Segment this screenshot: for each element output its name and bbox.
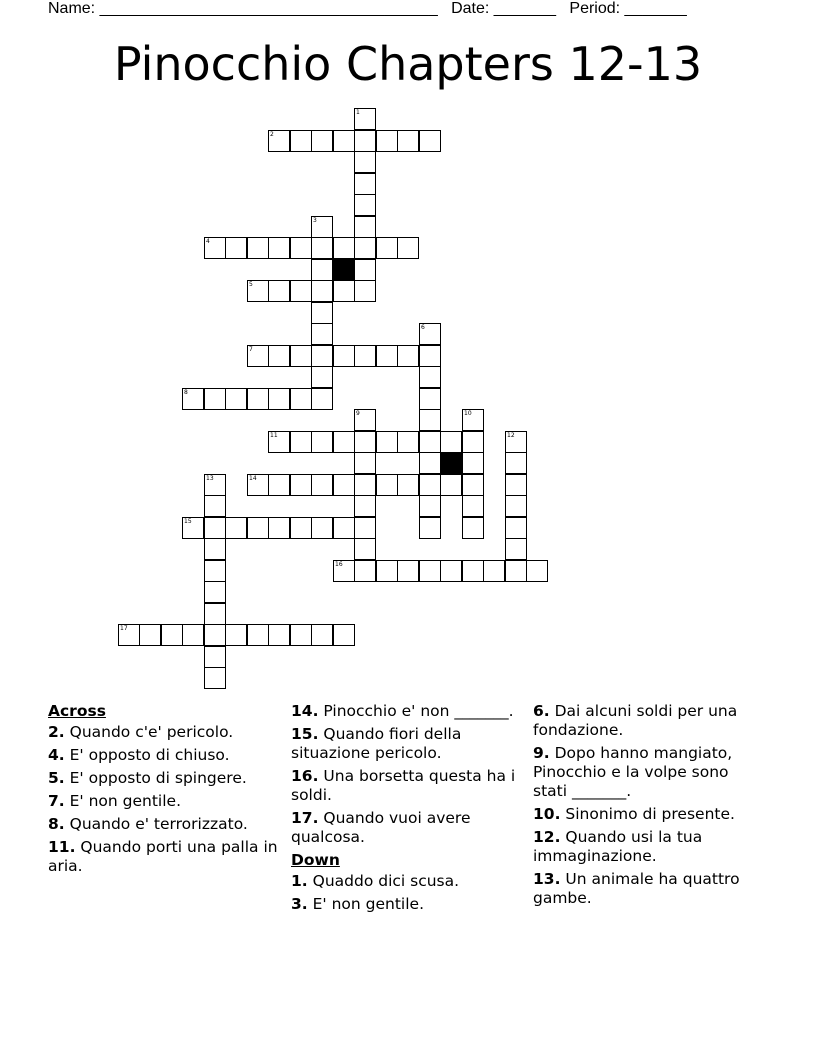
clue-number: 16 bbox=[335, 561, 343, 568]
answer-square[interactable] bbox=[354, 151, 376, 173]
answer-square[interactable] bbox=[268, 130, 290, 152]
clue-item bbox=[291, 895, 521, 914]
answer-square[interactable] bbox=[311, 624, 333, 646]
answer-square[interactable] bbox=[354, 517, 376, 539]
answer-square[interactable] bbox=[311, 237, 333, 259]
answer-square[interactable] bbox=[440, 431, 462, 453]
answer-square[interactable] bbox=[505, 474, 527, 496]
clue-text: E' non gentile. bbox=[64, 792, 182, 810]
answer-square[interactable] bbox=[161, 624, 183, 646]
clue-number-label: 8. bbox=[48, 815, 65, 833]
clue-number: 1 bbox=[356, 109, 360, 116]
clue-number-label: 5. bbox=[48, 769, 65, 787]
clue-text: Quando porti una palla in aria. bbox=[48, 838, 278, 875]
across-heading: Across bbox=[48, 702, 106, 720]
answer-square[interactable] bbox=[462, 431, 484, 453]
clue-text: Sinonimo di presente. bbox=[560, 805, 735, 823]
answer-square[interactable] bbox=[204, 667, 226, 689]
black-square bbox=[440, 452, 462, 474]
down-heading: Down bbox=[291, 851, 340, 869]
answer-square[interactable] bbox=[333, 560, 355, 582]
answer-square[interactable] bbox=[311, 474, 333, 496]
clue-number: 17 bbox=[120, 625, 128, 632]
answer-square[interactable] bbox=[397, 345, 419, 367]
answer-square[interactable] bbox=[397, 130, 419, 152]
answer-square[interactable] bbox=[311, 130, 333, 152]
answer-square[interactable] bbox=[182, 517, 204, 539]
answer-square[interactable] bbox=[139, 624, 161, 646]
clue-item bbox=[291, 872, 521, 891]
answer-square[interactable] bbox=[440, 560, 462, 582]
answer-square[interactable] bbox=[354, 173, 376, 195]
clue-number-label: 13. bbox=[533, 870, 561, 888]
clue-number: 9 bbox=[356, 410, 360, 417]
clue-item bbox=[48, 769, 278, 788]
answer-square[interactable] bbox=[333, 474, 355, 496]
answer-square[interactable] bbox=[311, 216, 333, 238]
clue-number: 3 bbox=[313, 217, 317, 224]
answer-square[interactable] bbox=[204, 237, 226, 259]
clue-item bbox=[48, 815, 278, 834]
answer-square[interactable] bbox=[354, 259, 376, 281]
black-square bbox=[333, 259, 355, 281]
answer-square[interactable] bbox=[311, 431, 333, 453]
clue-item bbox=[291, 702, 521, 721]
answer-square[interactable] bbox=[311, 302, 333, 324]
answer-square[interactable] bbox=[462, 409, 484, 431]
answer-square[interactable] bbox=[354, 108, 376, 130]
clue-text: Quaddo dici scusa. bbox=[307, 872, 460, 890]
answer-square[interactable] bbox=[505, 538, 527, 560]
answer-square[interactable] bbox=[290, 431, 312, 453]
clue-number: 5 bbox=[249, 281, 253, 288]
answer-square[interactable] bbox=[376, 560, 398, 582]
clue-text: E' non gentile. bbox=[307, 895, 425, 913]
answer-square[interactable] bbox=[182, 624, 204, 646]
answer-square[interactable] bbox=[505, 560, 527, 582]
answer-square[interactable] bbox=[354, 560, 376, 582]
answer-square[interactable] bbox=[333, 345, 355, 367]
answer-square[interactable] bbox=[397, 474, 419, 496]
answer-square[interactable] bbox=[225, 517, 247, 539]
clue-column-3 bbox=[533, 702, 763, 912]
answer-square[interactable] bbox=[505, 431, 527, 453]
clue-number: 4 bbox=[206, 238, 210, 245]
answer-square[interactable] bbox=[247, 624, 269, 646]
clue-number: 14 bbox=[249, 475, 257, 482]
clue-text: Quando c'e' pericolo. bbox=[64, 723, 234, 741]
answer-square[interactable] bbox=[462, 495, 484, 517]
answer-square[interactable] bbox=[397, 560, 419, 582]
answer-square[interactable] bbox=[354, 194, 376, 216]
answer-square[interactable] bbox=[354, 538, 376, 560]
answer-square[interactable] bbox=[290, 624, 312, 646]
answer-square[interactable] bbox=[354, 237, 376, 259]
answer-square[interactable] bbox=[247, 388, 269, 410]
answer-square[interactable] bbox=[333, 280, 355, 302]
clue-item bbox=[533, 744, 763, 801]
answer-square[interactable] bbox=[204, 538, 226, 560]
clue-number: 6 bbox=[421, 324, 425, 331]
clue-text: E' opposto di spingere. bbox=[64, 769, 247, 787]
clue-number-label: 2. bbox=[48, 723, 65, 741]
answer-square[interactable] bbox=[268, 388, 290, 410]
answer-square[interactable] bbox=[247, 280, 269, 302]
answer-square[interactable] bbox=[204, 581, 226, 603]
answer-square[interactable] bbox=[268, 474, 290, 496]
clue-item bbox=[291, 725, 521, 763]
answer-square[interactable] bbox=[204, 624, 226, 646]
answer-square[interactable] bbox=[311, 345, 333, 367]
answer-square[interactable] bbox=[419, 474, 441, 496]
answer-square[interactable] bbox=[204, 388, 226, 410]
clue-number: 8 bbox=[184, 389, 188, 396]
answer-square[interactable] bbox=[268, 280, 290, 302]
answer-square[interactable] bbox=[354, 495, 376, 517]
clue-number-label: 10. bbox=[533, 805, 561, 823]
answer-square[interactable] bbox=[419, 431, 441, 453]
clue-number-label: 16. bbox=[291, 767, 319, 785]
answer-square[interactable] bbox=[290, 280, 312, 302]
clue-text: Dai alcuni soldi per una fondazione. bbox=[533, 702, 738, 739]
answer-square[interactable] bbox=[311, 388, 333, 410]
clue-number-label: 11. bbox=[48, 838, 76, 856]
answer-square[interactable] bbox=[354, 452, 376, 474]
answer-square[interactable] bbox=[462, 474, 484, 496]
answer-square[interactable] bbox=[247, 345, 269, 367]
clue-text: Dopo hanno mangiato, Pinocchio e la volpe sono stati _______. bbox=[533, 744, 733, 800]
clue-number-label: 6. bbox=[533, 702, 550, 720]
clue-item bbox=[533, 828, 763, 866]
name-field[interactable]: Name: ______________________________________ bbox=[48, 0, 438, 17]
answer-square[interactable] bbox=[311, 259, 333, 281]
clue-item bbox=[48, 838, 278, 876]
answer-square[interactable] bbox=[333, 624, 355, 646]
answer-square[interactable] bbox=[268, 345, 290, 367]
clue-item bbox=[48, 792, 278, 811]
answer-square[interactable] bbox=[376, 474, 398, 496]
clue-number-label: 4. bbox=[48, 746, 65, 764]
answer-square[interactable] bbox=[462, 452, 484, 474]
answer-square[interactable] bbox=[419, 495, 441, 517]
answer-square[interactable] bbox=[290, 345, 312, 367]
answer-square[interactable] bbox=[419, 366, 441, 388]
answer-square[interactable] bbox=[311, 517, 333, 539]
answer-square[interactable] bbox=[505, 452, 527, 474]
clue-number-label: 17. bbox=[291, 809, 319, 827]
answer-square[interactable] bbox=[247, 237, 269, 259]
clue-number-label: 7. bbox=[48, 792, 65, 810]
page-title: Pinocchio Chapters 12-13 bbox=[113, 37, 703, 91]
answer-square[interactable] bbox=[268, 431, 290, 453]
clue-column-2 bbox=[291, 702, 521, 918]
answer-square[interactable] bbox=[397, 237, 419, 259]
clue-number-label: 15. bbox=[291, 725, 319, 743]
answer-square[interactable] bbox=[182, 388, 204, 410]
answer-square[interactable] bbox=[526, 560, 548, 582]
answer-square[interactable] bbox=[419, 323, 441, 345]
answer-square[interactable] bbox=[376, 237, 398, 259]
answer-square[interactable] bbox=[419, 517, 441, 539]
answer-square[interactable] bbox=[118, 624, 140, 646]
answer-square[interactable] bbox=[204, 495, 226, 517]
answer-square[interactable] bbox=[376, 431, 398, 453]
answer-square[interactable] bbox=[204, 646, 226, 668]
answer-square[interactable] bbox=[268, 517, 290, 539]
answer-square[interactable] bbox=[290, 237, 312, 259]
answer-square[interactable] bbox=[268, 237, 290, 259]
clue-item bbox=[533, 805, 763, 824]
clue-text: Quando usi la tua immaginazione. bbox=[533, 828, 703, 865]
clue-number: 2 bbox=[270, 131, 274, 138]
period-field[interactable]: Period: _______ bbox=[569, 0, 687, 17]
clue-number: 15 bbox=[184, 518, 192, 525]
clue-text: Quando e' terrorizzato. bbox=[64, 815, 248, 833]
answer-square[interactable] bbox=[354, 280, 376, 302]
clue-item bbox=[533, 702, 763, 740]
answer-square[interactable] bbox=[419, 560, 441, 582]
answer-square[interactable] bbox=[333, 237, 355, 259]
answer-square[interactable] bbox=[354, 216, 376, 238]
clue-column-1 bbox=[48, 702, 278, 880]
answer-square[interactable] bbox=[311, 280, 333, 302]
answer-square[interactable] bbox=[505, 495, 527, 517]
answer-square[interactable] bbox=[397, 431, 419, 453]
clue-text: Quando fiori della situazione pericolo. bbox=[291, 725, 462, 762]
clue-number-label: 14. bbox=[291, 702, 319, 720]
answer-square[interactable] bbox=[419, 409, 441, 431]
answer-square[interactable] bbox=[462, 517, 484, 539]
clue-number: 12 bbox=[507, 432, 515, 439]
answer-square[interactable] bbox=[290, 388, 312, 410]
answer-square[interactable] bbox=[505, 517, 527, 539]
clue-number: 11 bbox=[270, 432, 278, 439]
clue-item bbox=[48, 746, 278, 765]
answer-square[interactable] bbox=[311, 323, 333, 345]
answer-square[interactable] bbox=[204, 560, 226, 582]
answer-square[interactable] bbox=[225, 624, 247, 646]
clue-item bbox=[291, 809, 521, 847]
answer-square[interactable] bbox=[354, 474, 376, 496]
answer-square[interactable] bbox=[483, 560, 505, 582]
date-field[interactable]: Date: _______ bbox=[451, 0, 557, 17]
answer-square[interactable] bbox=[440, 474, 462, 496]
clue-number: 7 bbox=[249, 346, 253, 353]
clue-item bbox=[533, 870, 763, 908]
answer-square[interactable] bbox=[354, 130, 376, 152]
answer-square[interactable] bbox=[290, 130, 312, 152]
clue-number-label: 12. bbox=[533, 828, 561, 846]
answer-square[interactable] bbox=[419, 130, 441, 152]
answer-square[interactable] bbox=[333, 431, 355, 453]
clue-text: Pinocchio e' non _______. bbox=[318, 702, 514, 720]
answer-square[interactable] bbox=[419, 345, 441, 367]
clue-number-label: 1. bbox=[291, 872, 308, 890]
answer-square[interactable] bbox=[290, 517, 312, 539]
answer-square[interactable] bbox=[268, 624, 290, 646]
answer-square[interactable] bbox=[311, 366, 333, 388]
clue-item bbox=[291, 767, 521, 805]
answer-square[interactable] bbox=[376, 345, 398, 367]
answer-square[interactable] bbox=[204, 517, 226, 539]
clue-text: E' opposto di chiuso. bbox=[64, 746, 230, 764]
clue-item bbox=[48, 723, 278, 742]
clue-number-label: 9. bbox=[533, 744, 550, 762]
answer-square[interactable] bbox=[376, 130, 398, 152]
answer-square[interactable] bbox=[333, 130, 355, 152]
answer-square[interactable] bbox=[247, 474, 269, 496]
clue-text: Quando vuoi avere qualcosa. bbox=[291, 809, 471, 846]
answer-square[interactable] bbox=[354, 345, 376, 367]
answer-square[interactable] bbox=[225, 388, 247, 410]
answer-square[interactable] bbox=[333, 517, 355, 539]
answer-square[interactable] bbox=[354, 409, 376, 431]
answer-square[interactable] bbox=[354, 431, 376, 453]
clue-text: Un animale ha quattro gambe. bbox=[533, 870, 740, 907]
answer-square[interactable] bbox=[462, 560, 484, 582]
answer-square[interactable] bbox=[419, 388, 441, 410]
clue-text: Una borsetta questa ha i soldi. bbox=[291, 767, 516, 804]
answer-square[interactable] bbox=[419, 452, 441, 474]
answer-square[interactable] bbox=[204, 474, 226, 496]
answer-square[interactable] bbox=[225, 237, 247, 259]
clue-number: 13 bbox=[206, 475, 214, 482]
answer-square[interactable] bbox=[204, 603, 226, 625]
clue-number: 10 bbox=[464, 410, 472, 417]
answer-square[interactable] bbox=[247, 517, 269, 539]
answer-square[interactable] bbox=[290, 474, 312, 496]
clue-number-label: 3. bbox=[291, 895, 308, 913]
